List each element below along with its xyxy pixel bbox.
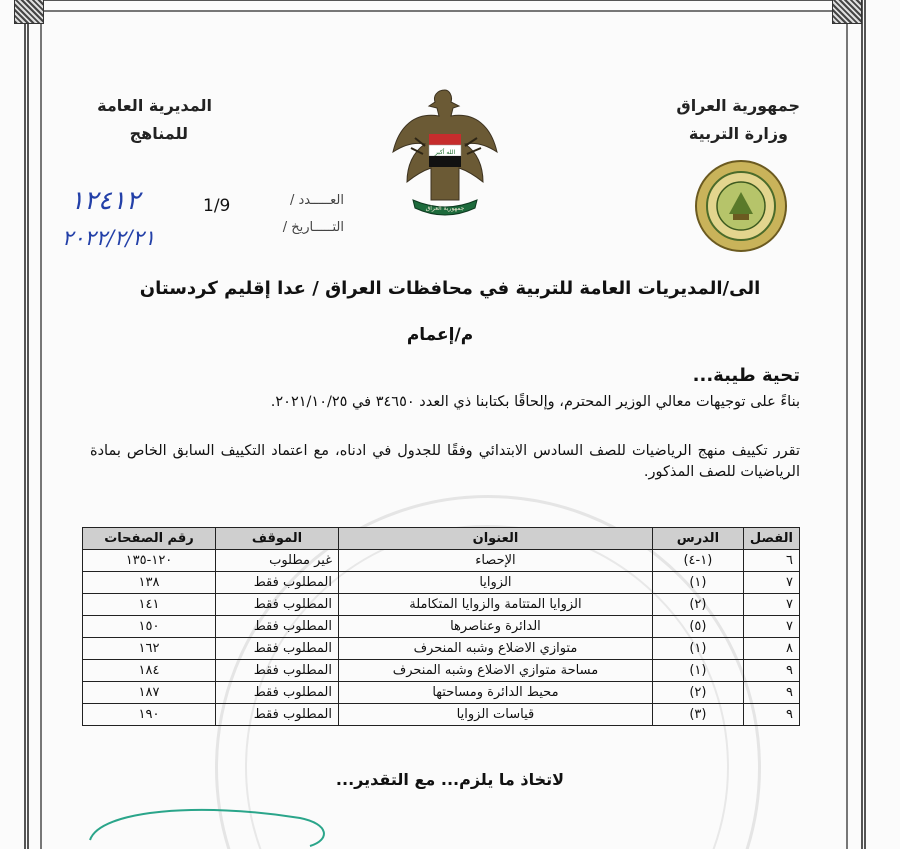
- cell-lesson: (١): [652, 660, 743, 682]
- cell-season: ٧: [743, 572, 799, 594]
- signature-mark-icon: [80, 800, 340, 849]
- emblem-motto: الله أكبر: [434, 149, 456, 156]
- header-lesson: الدرس: [652, 528, 743, 550]
- cell-season: ٦: [743, 550, 799, 572]
- curriculum-table: [82, 527, 800, 726]
- cell-season: ٨: [743, 638, 799, 660]
- number-label: العـــــدد /: [289, 193, 344, 208]
- corner-ornament: [832, 0, 862, 24]
- directorate-header: [92, 92, 212, 148]
- date-label: التـــــاريخ /: [282, 220, 344, 235]
- directorate-line2: للمناهج: [129, 124, 188, 143]
- cell-title: الزوايا المتتامة والزوايا المتكاملة: [339, 594, 653, 616]
- table-row: [83, 682, 800, 704]
- cell-status: المطلوب فقط: [216, 660, 339, 682]
- cell-status: غير مطلوب: [216, 550, 339, 572]
- cell-status: المطلوب فقط: [216, 616, 339, 638]
- cell-status: المطلوب فقط: [216, 682, 339, 704]
- cell-lesson: (١-٤): [652, 550, 743, 572]
- header-title: العنوان: [339, 528, 653, 550]
- cell-status: المطلوب فقط: [216, 704, 339, 726]
- subject-line: م/إعمام: [406, 325, 474, 345]
- header-pages: رقم الصفحات: [83, 528, 216, 550]
- cell-lesson: (١): [652, 572, 743, 594]
- ministry-seal-icon: [693, 158, 789, 254]
- directorate-line1: المديرية العامة: [97, 96, 212, 115]
- handwritten-date: ٢٠٢٢/٢/٢١: [62, 226, 156, 250]
- cell-season: ٩: [743, 660, 799, 682]
- body-paragraph-1: بناءً على توجيهات معالي الوزير المحترم، وإلحاقًا بكتابنا ذي العدد ٣٤٦٥٠ في ٢٠٢١/١٠/٢٥.: [270, 394, 800, 410]
- cell-pages: ١٨٧: [83, 682, 216, 704]
- cell-season: ٧: [743, 594, 799, 616]
- cell-lesson: (٣): [652, 704, 743, 726]
- republic-line: جمهورية العراق: [676, 96, 800, 115]
- cell-title: الإحصاء: [339, 550, 653, 572]
- table-row: [83, 594, 800, 616]
- emblem-banner: جمهورية العراق: [425, 205, 465, 212]
- table-row: [83, 550, 800, 572]
- cell-pages: ١٣٨: [83, 572, 216, 594]
- cell-title: متوازي الاضلاع وشبه المنحرف: [339, 638, 653, 660]
- cell-title: الدائرة وعناصرها: [339, 616, 653, 638]
- number-prefix: 1/9: [203, 196, 231, 216]
- table-row: [83, 616, 800, 638]
- cell-title: محيط الدائرة ومساحتها: [339, 682, 653, 704]
- cell-pages: ١٨٤: [83, 660, 216, 682]
- body-paragraph-2: تقرر تكييف منهج الرياضيات للصف السادس الابتدائي وفقًا للجدول في ادناه، مع اعتماد التكييف السابق الخاص بمادة الرياضيات للصف المذكور.: [90, 443, 800, 480]
- table-row: [83, 660, 800, 682]
- cell-title: قياسات الزوايا: [339, 704, 653, 726]
- ministry-header: [660, 92, 800, 148]
- table-row: [83, 572, 800, 594]
- cell-lesson: (٥): [652, 616, 743, 638]
- cell-season: ٧: [743, 616, 799, 638]
- iraq-eagle-emblem-icon: [385, 82, 505, 222]
- cell-season: ٩: [743, 682, 799, 704]
- cell-season: ٩: [743, 704, 799, 726]
- table-row: [83, 704, 800, 726]
- cell-status: المطلوب فقط: [216, 638, 339, 660]
- corner-ornament: [14, 0, 44, 24]
- cell-title: مساحة متوازي الاضلاع وشبه المنحرف: [339, 660, 653, 682]
- cell-pages: ١٥٠: [83, 616, 216, 638]
- closing-line: لاتخاذ ما يلزم... مع التقدير...: [335, 770, 565, 789]
- addressee-line: الى/المديريات العامة للتربية في محافظات العراق / عدا إقليم كردستان: [139, 278, 761, 299]
- cell-lesson: (٢): [652, 594, 743, 616]
- handwritten-number: ١٢٤١٢: [70, 186, 140, 216]
- table-header-row: [83, 528, 800, 550]
- cell-pages: ١٤١: [83, 594, 216, 616]
- header-status: الموقف: [216, 528, 339, 550]
- table-row: [83, 638, 800, 660]
- cell-pages: ١٦٢: [83, 638, 216, 660]
- cell-title: الزوايا: [339, 572, 653, 594]
- cell-pages: ١٢٠-١٣٥: [83, 550, 216, 572]
- cell-lesson: (١): [652, 638, 743, 660]
- greeting: تحية طيبة...: [692, 365, 800, 386]
- header-season: الفصل: [743, 528, 799, 550]
- cell-lesson: (٢): [652, 682, 743, 704]
- ministry-line: وزارة التربية: [688, 124, 788, 143]
- cell-pages: ١٩٠: [83, 704, 216, 726]
- cell-status: المطلوب فقط: [216, 594, 339, 616]
- cell-status: المطلوب فقط: [216, 572, 339, 594]
